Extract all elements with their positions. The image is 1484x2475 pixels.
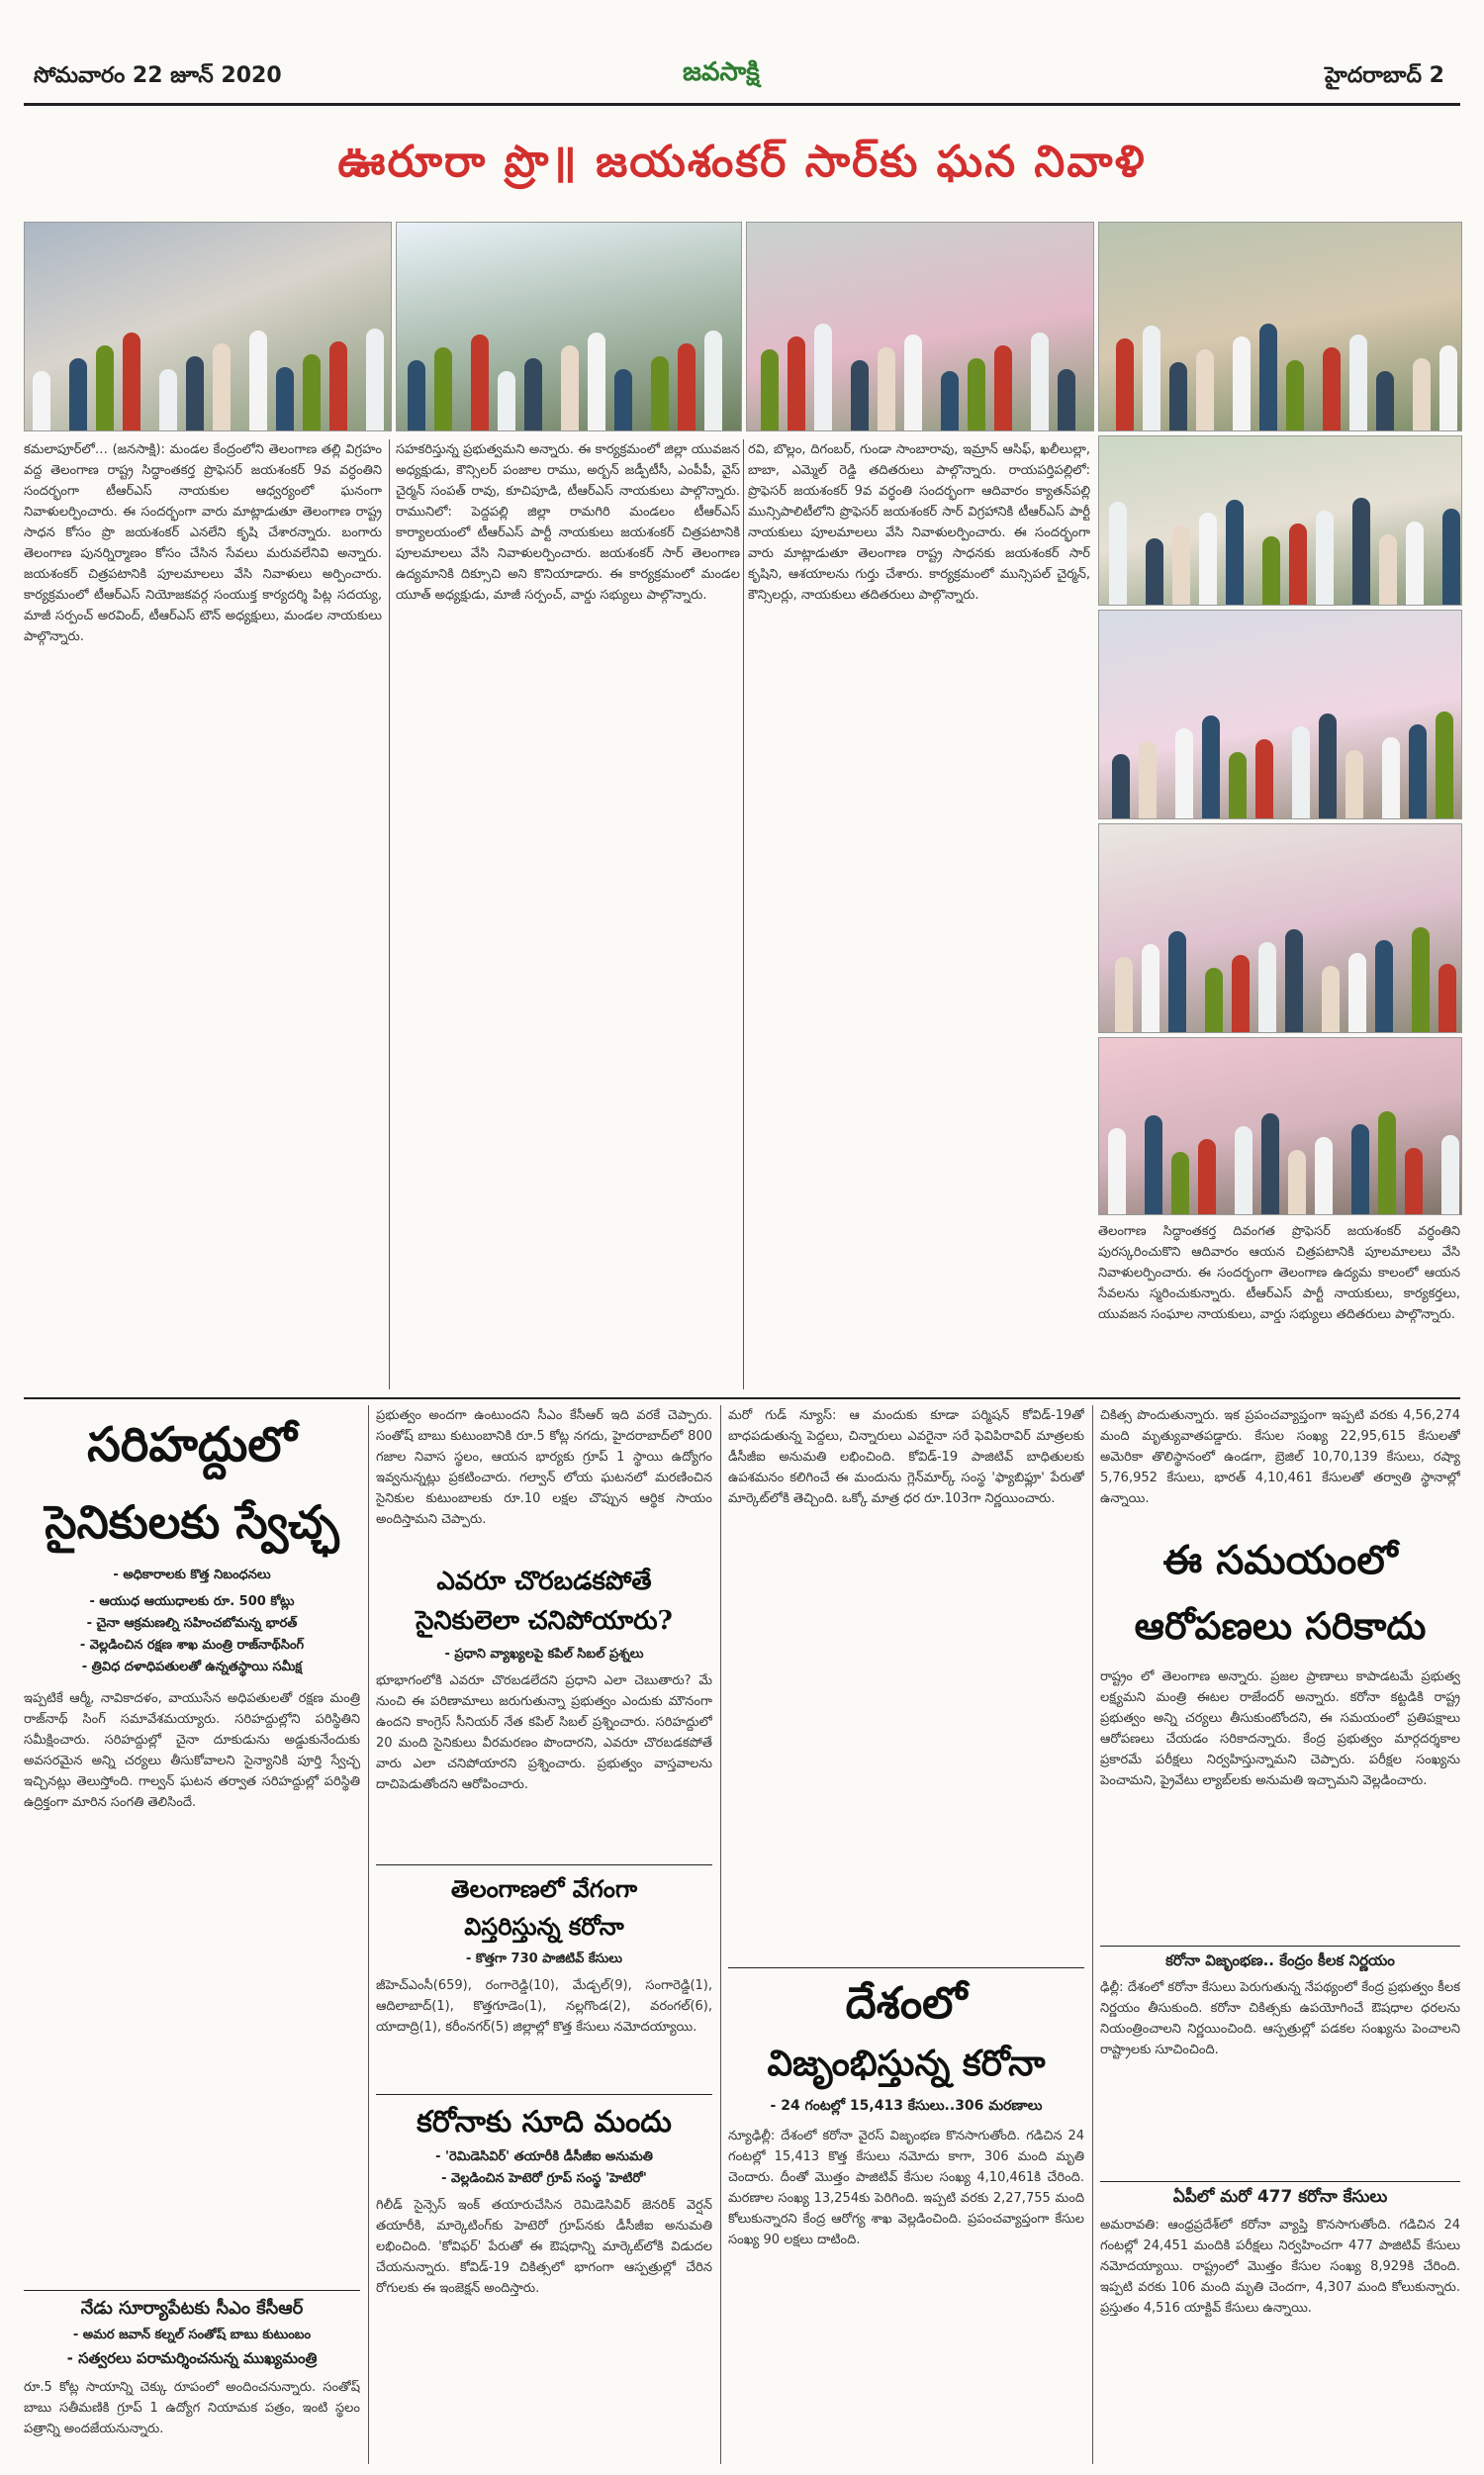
photo-person bbox=[1379, 534, 1397, 605]
photo-person bbox=[1316, 511, 1334, 605]
photo-person bbox=[878, 347, 895, 430]
photo-person bbox=[1171, 1152, 1189, 1214]
section-divider bbox=[1100, 2181, 1460, 2182]
country-headline-2: విజృంభిస్తున్న కరోనా bbox=[767, 2043, 1046, 2084]
photo-person bbox=[249, 331, 267, 430]
photo-person bbox=[1198, 1139, 1216, 1214]
masthead-rule bbox=[24, 103, 1460, 106]
photo-person bbox=[276, 367, 294, 430]
section-divider bbox=[1100, 1946, 1460, 1947]
top-story-col-1: కమలాపూర్‌లో… (జనసాక్షి): మండల కేంద్రంలోని తెలంగాణ తల్లి విగ్రహం వద్ద తెలంగాణ రాష్ట్ర సిద్ధాంతకర్త ప్రొఫెసర్ జయశంకర్ 9వ వర్ధంతిని సందర్భంగా టీఆర్ఎస్ నాయకుల ఆధ్వర్యంలో ఘనంగా నివాళులర్పించారు. ఈ సందర్భంగా వారు మాట్లాడుతూ తెలంగాణ రాష్ట్ర సాధన కోసం ప్రొ జయశంకర్ ఎనలేని కృషి చేశారన్నారు. బంగారు తెలంగాణ పునర్నిర్మాణం కోసం చేసిన సేవలు మరువలేనివి అన్నారు. జయశంకర్ చిత్రపటానికి పూలమాలలు వేసి నివాళులు అర్పించారు. కార్యక్రమంలో టీఆర్ఎస్ నియోజకవర్గ సంయుక్త కార్యదర్శి పిట్ల సదయ్య, మాజీ సర్పంచ్ అరవింద్, టీఆర్ఎస్ టౌన్ అధ్యక్షులు, మండల నాయకులు పాల్గొన్నారు. bbox=[24, 442, 382, 644]
soldiers-body: భూభాగంలోకి ఎవరూ చొరబడలేదని ప్రధాని ఎలా చెబుతారు? మే నుంచి ఈ పరిణామాలు జరుగుతున్నా ప్రభుత్వం ఎందుకు మౌనంగా ఉందని కాంగ్రెస్ సీనియర్ నేత కపిల్ సిబల్ ప్రశ్నించారు. సరిహద్దులో 20 మంది సైనికులు వీరమరణం పొందారని, ఎవరూ చొరబడకపోతే వారు ఎలా చనిపోయారని ప్రశ్నించారు. ప్రభుత్వం వాస్తవాలను దాచిపెడుతోందని ఆరోపించారు. bbox=[376, 1673, 712, 1792]
photo-person bbox=[1349, 334, 1367, 430]
photo-person bbox=[1413, 358, 1431, 430]
telangana-districts: జీహెచ్ఎంసీ(659), రంగారెడ్డి(10), మేడ్చల్(9), సంగారెడ్డి(1), ఆదిలాబాద్(1), కొత్తగూడెం(1), నల్లగొండ(2), వరంగల్(6), యాదాద్రి(1), కరీంనగర్(5) జిల్లాల్లో కొత్త కేసులు నమోదయ్యాయి. bbox=[376, 1978, 712, 2035]
border-point: - వెల్లడించిన రక్షణ శాఖ మంత్రి రాజ్‌నాథ్‌సింగ్ bbox=[79, 1638, 305, 1653]
photo-person bbox=[1319, 714, 1337, 818]
photo-person bbox=[1259, 324, 1277, 430]
photo-person bbox=[904, 334, 922, 430]
photo-person bbox=[408, 360, 425, 430]
photo-person bbox=[1058, 369, 1075, 430]
cm-visit-body: రూ.5 కోట్ల సాయాన్ని చెక్కు రూపంలో అందించనున్నారు. సంతోష్ బాబు సతీమణికి గ్రూప్ 1 ఉద్యోగ నియామక పత్రం, ఇంటి స్థలం పత్రాన్ని అందజేయనున్నారు. bbox=[24, 2380, 360, 2436]
allegations-body: రాష్ట్రం లో తెలంగాణ అన్నారు. ప్రజల ప్రాణాలు కాపాడటమే ప్రభుత్వ లక్ష్యమని మంత్రి ఈటల రాజేందర్ అన్నారు. కరోనా కట్టడికి రాష్ట్ర ప్రభుత్వం అన్ని చర్యలు తీసుకుంటోందని, ఈ సమయంలో ప్రతిపక్షాలు ఆరోపణలు చేయడం సరికాదన్నారు. కేంద్ర ప్రభుత్వం మార్గదర్శకాల ప్రకారమే పరీక్షలు నిర్వహిస్తున్నామని చెప్పారు. పరీక్షల సంఖ్యను పెంచామని, ప్రైవేటు ల్యాబ్‌లకు అనుమతి ఇచ్చామని వెల్లడించారు. bbox=[1100, 1669, 1460, 1788]
photo-right-2 bbox=[1098, 610, 1462, 819]
photo-person bbox=[69, 358, 87, 430]
photo-person bbox=[1172, 525, 1190, 605]
masthead bbox=[0, 0, 1484, 117]
photo-person bbox=[1285, 929, 1303, 1032]
photo-person bbox=[1255, 739, 1273, 818]
photo-person bbox=[1229, 752, 1247, 818]
country-body: న్యూఢిల్లీ: దేశంలో కరోనా వైరస్ విజృంభణ కొనసాగుతోంది. గడిచిన 24 గంటల్లో 15,413 కొత్త కేసులు నమోదు కాగా, 306 మంది మృతి చెందారు. దీంతో మొత్తం పాజిటివ్ కేసుల సంఖ్య 4,10,461కి చేరింది. మరణాల సంఖ్య 13,254కు పెరిగింది. ఇప్పటి వరకు 2,27,755 మంది కోలుకున్నారని కేంద్ర ఆరోగ్య శాఖ వెల్లడించింది. ప్రపంచవ్యాప్తంగా కేసుల సంఖ్య 90 లక్షలు దాటింది. bbox=[728, 2129, 1084, 2247]
photo-person bbox=[1323, 347, 1341, 430]
photo-person bbox=[968, 358, 985, 430]
allegations-headline-2: ఆరోపణలు సరికాదు bbox=[1134, 1603, 1427, 1648]
photo-person bbox=[1345, 750, 1363, 818]
photo-person bbox=[1289, 524, 1307, 605]
photo-person bbox=[498, 371, 515, 430]
photo-person bbox=[96, 345, 114, 430]
photo-person bbox=[1168, 931, 1186, 1032]
border-point: - త్రివిధ దళాధిపతులతో ఉన్నతస్థాయి సమీక్ష bbox=[81, 1660, 303, 1674]
country-headline-1: దేశంలో bbox=[845, 1978, 968, 2029]
photo-person bbox=[1235, 1126, 1252, 1214]
photo-person bbox=[678, 343, 696, 430]
telangana-headline-1: తెలంగాణలో వేగంగా bbox=[450, 1874, 638, 1903]
photo-person bbox=[1262, 536, 1280, 605]
top-story-col-4-caption: తెలంగాణ సిద్ధాంతకర్త దివంగత ప్రొఫెసర్ జయశంకర్ వర్ధంతిని పురస్కరించుకొని ఆదివారం ఆయన చిత్రపటానికి పూలమాలలు వేసి నివాళులర్పించారు. ఈ సందర్భంగా తెలంగాణ ఉద్యమ కాలంలో ఆయన సేవలను స్మరించుకున్నారు. టీఆర్ఎస్ పార్టీ నాయకులు, కార్యకర్తలు, యువజన సంఘాల నాయకులు, వార్డు సభ్యులు తదితరులు పాల్గొన్నారు. bbox=[1098, 1224, 1460, 1322]
photo-person bbox=[814, 324, 832, 430]
cm-visit-headline: నేడు సూర్యాపేటకు సీఎం కేసీఆర్ bbox=[80, 2298, 304, 2319]
photo-person bbox=[1382, 737, 1400, 818]
centre-decision-headline: కరోనా విజృంభణ.. కేంద్రం కీలక నిర్ణయం bbox=[1165, 1951, 1395, 1969]
ap-cases-headline: ఏపీలో మరో 477 కరోనా కేసులు bbox=[1172, 2187, 1388, 2207]
allegations-top-body: చికిత్స పొందుతున్నారు. ఇక ప్రపంచవ్యాప్తంగా ఇప్పటి వరకు 4,56,274 మంది మృత్యువాతపడ్డారు. కేసుల సంఖ్య 22,95,615 కేసులతో అమెరికా తొలిస్థానంలో ఉండగా, బ్రెజిల్ 10,70,139 కేసులు, రష్యా 5,76,952 కేసులు, భారత్ 4,10,461 కేసులతో తర్వాతి స్థానాల్లో ఉన్నాయి. bbox=[1100, 1408, 1460, 1506]
photo-person bbox=[329, 341, 347, 430]
photo-statue-crowd bbox=[1098, 222, 1462, 431]
photo-person bbox=[186, 356, 204, 430]
medicine-body: గిలీడ్ సైన్సెస్ ఇంక్ తయారుచేసిన రెమిడెసివిర్ జెనరిక్ వెర్షన్ తయారీకి, మార్కెటింగ్‌కు హెటెరో గ్రూప్‌నకు డీసీజీఐ అనుమతి లభించింది. 'కోవిఫర్' పేరుతో ఈ ఔషధాన్ని మార్కెట్‌లోకి విడుదల చేయనున్నారు. కోవిడ్-19 చికిత్సలో భాగంగా ఆస్పత్రుల్లో చేరిన రోగులకు ఈ ఇంజెక్షన్ అందిస్తారు. bbox=[376, 2198, 712, 2296]
photo-statue-garland bbox=[396, 222, 742, 431]
photo-person bbox=[524, 358, 542, 430]
border-body: ఇప్పటికే ఆర్మీ, నావికాదళం, వాయుసేన అధిపతులతో రక్షణ మంత్రి రాజ్‌నాథ్ సింగ్ సమావేశమయ్యారు. సరిహద్దుల్లోని పరిస్థితిని సమీక్షించారు. సరిహద్దుల్లో చైనా దూకుడును అడ్డుకునేందుకు అవసరమైన అన్ని చర్యలు తీసుకోవాలని సైన్యానికి పూర్తి స్వేచ్ఛ ఇచ్చినట్లు తెలుస్తోంది. గాల్వన్ ఘటన తర్వాత సరిహద్దుల్లో పరిస్థితి ఉద్రిక్తంగా మారిన సంగతి తెలిసిందే. bbox=[24, 1691, 360, 1810]
photo-person bbox=[1226, 500, 1244, 605]
border-point: - ఆయుధ ఆయుధాలకు రూ. 500 కోట్లు bbox=[89, 1594, 295, 1609]
soldiers-headline-1: ఎవరూ చొరబడకపోతే bbox=[436, 1567, 652, 1596]
photo-person bbox=[1352, 498, 1370, 605]
country-top-body: మరో గుడ్ న్యూస్: ఆ మందుకు కూడా పర్మిషన్ కోవిడ్-19తో బాధపడుతున్న పెద్దలు, చిన్నారులు ఎవరైనా సరే ఫెవిపిరావిర్ మాత్రలకు డీసీజీఐ అనుమతి లభించింది. కోవిడ్-19 పాజిటివ్ బాధితులకు ఉపశమనం కలిగించే ఈ మందును గ్లెన్‌మార్క్ సంస్థ 'ఫ్యాబిఫ్లూ' పేరుతో మార్కెట్‌లోకి తెచ్చింది. ఒక్కో మాత్ర ధర రూ.103గా నిర్ణయించారు. bbox=[728, 1408, 1084, 1506]
section-divider bbox=[376, 2094, 712, 2095]
photo-person bbox=[1405, 1148, 1423, 1214]
edition-label: హైదరాబాద్ 2 bbox=[1325, 63, 1444, 88]
section-divider bbox=[728, 1967, 1084, 1968]
photo-person bbox=[1202, 715, 1220, 818]
section-divider bbox=[376, 1864, 712, 1865]
photo-person bbox=[1409, 724, 1427, 818]
photo-person bbox=[1233, 336, 1251, 430]
telangana-byline: - కొత్తగా 730 పాజిటివ్ కేసులు bbox=[465, 1951, 623, 1966]
photo-person bbox=[1175, 728, 1193, 818]
border-point: - చైనా ఆక్రమణల్ని సహించబోమన్న భారత్ bbox=[86, 1616, 298, 1631]
photo-person bbox=[434, 347, 452, 430]
photo-person bbox=[1322, 966, 1340, 1032]
photo-person bbox=[1261, 1113, 1279, 1214]
photo-person bbox=[1169, 362, 1187, 430]
border-headline-2: సైనికులకు స్వేచ్ఛ bbox=[45, 1495, 339, 1549]
photo-right-1 bbox=[1098, 435, 1462, 606]
photo-person bbox=[1376, 371, 1394, 430]
photo-kamalapur bbox=[24, 222, 392, 431]
photo-person bbox=[1286, 360, 1304, 430]
photo-person bbox=[761, 349, 779, 430]
soldiers-byline: - ప్రధాని వ్యాఖ్యలపై కపిల్ సిబల్ ప్రశ్నలు bbox=[444, 1647, 644, 1662]
section-divider bbox=[24, 1397, 1460, 1399]
photo-right-3 bbox=[1098, 823, 1462, 1033]
photo-person bbox=[1031, 333, 1049, 430]
medicine-headline: కరోనాకు సూది మందు bbox=[417, 2105, 672, 2140]
photo-person bbox=[1112, 754, 1130, 818]
issue-date: సోమవారం 22 జూన్ 2020 bbox=[34, 63, 282, 88]
section-divider bbox=[24, 2290, 360, 2291]
photo-person bbox=[1406, 522, 1424, 605]
cm-visit-deck: - అమర జవాన్ కల్నల్ సంతోష్ బాబు కుటుంబం bbox=[72, 2328, 312, 2342]
photo-person bbox=[1196, 349, 1214, 430]
centre-decision-body: ఢిల్లీ: దేశంలో కరోనా కేసులు పెరుగుతున్న నేపథ్యంలో కేంద్ర ప్రభుత్వం కీలక నిర్ణయం తీసుకుంది. కరోనా చికిత్సకు ఉపయోగించే ఔషధాల ధరలను నియంత్రించాలని నిర్ణయించింది. ఆస్పత్రుల్లో పడకల సంఖ్యను పెంచాలని రాష్ట్రాలకు సూచించింది. bbox=[1100, 1980, 1460, 2057]
photo-person bbox=[561, 345, 579, 430]
photo-person bbox=[1315, 1137, 1333, 1214]
paper-logo: జవసాక్షి bbox=[683, 57, 760, 87]
photo-person bbox=[1205, 968, 1223, 1032]
banner-headline: ఊరూరా ప్రొ॥ జయశంకర్ సార్‌కు ఘన నివాళి bbox=[337, 137, 1147, 187]
photo-person bbox=[994, 345, 1012, 430]
photo-person bbox=[1378, 1111, 1396, 1214]
photo-person bbox=[588, 333, 605, 430]
photo-person bbox=[614, 369, 632, 430]
photo-person bbox=[941, 371, 959, 430]
photo-person bbox=[1109, 502, 1127, 605]
photo-person bbox=[213, 343, 231, 430]
photo-tribute-group bbox=[746, 222, 1094, 431]
photo-person bbox=[704, 331, 722, 430]
photo-person bbox=[651, 356, 669, 430]
cm-visit-points: - సత్వరలు పరామర్శించనున్న ముఖ్యమంత్రి bbox=[66, 2349, 318, 2367]
country-byline: - 24 గంటల్లో 15,413 కేసులు..306 మరణాలు bbox=[770, 2098, 1043, 2114]
photo-person bbox=[1143, 326, 1160, 430]
photo-person bbox=[788, 336, 805, 430]
photo-person bbox=[1292, 726, 1310, 818]
photo-person bbox=[1438, 964, 1456, 1032]
photo-person bbox=[1116, 338, 1134, 430]
photo-person bbox=[1288, 1150, 1306, 1214]
border-byline: - అధికారాలకు కొత్త నిబంధనలు bbox=[113, 1568, 271, 1582]
photo-person bbox=[303, 354, 321, 430]
medicine-deck: - వెల్లడించిన హెటెరో గ్రూప్ సంస్థ 'హెటిరో' bbox=[441, 2171, 647, 2186]
column-rule bbox=[1092, 1405, 1093, 2464]
photo-person bbox=[1199, 513, 1217, 605]
photo-person bbox=[1115, 957, 1133, 1032]
column-rule bbox=[743, 439, 744, 1389]
photo-person bbox=[33, 371, 50, 430]
photo-right-4 bbox=[1098, 1037, 1462, 1215]
photo-person bbox=[1436, 712, 1453, 818]
ap-cases-body: అమరావతి: ఆంధ్రప్రదేశ్‌లో కరోనా వ్యాప్తి కొనసాగుతోంది. గడిచిన 24 గంటల్లో 24,451 మందికి పరీక్షలు నిర్వహించగా 477 పాజిటివ్ కేసులు నమోదయ్యాయి. రాష్ట్రంలో మొత్తం కేసుల సంఖ్య 8,929కి చేరింది. ఇప్పటి వరకు 106 మంది మృతి చెందగా, 4,307 మంది కోలుకున్నారు. ప్రస్తుతం 4,516 యాక్టివ్ కేసులు ఉన్నాయి. bbox=[1100, 2218, 1460, 2316]
photo-person bbox=[1351, 1124, 1369, 1214]
medicine-byline: - 'రెమిడెసివిర్' తయారీకి డీసీజీఐ అనుమతి bbox=[435, 2149, 653, 2164]
photo-person bbox=[851, 360, 869, 430]
border-headline-1: సరిహద్దులో bbox=[87, 1417, 297, 1473]
column-rule bbox=[368, 1405, 369, 2464]
photo-person bbox=[123, 333, 140, 430]
photo-person bbox=[1232, 955, 1250, 1032]
photo-person bbox=[1142, 944, 1159, 1032]
photo-person bbox=[366, 329, 384, 430]
photo-person bbox=[1412, 927, 1430, 1032]
soldiers-headline-2: సైనికులెలా చనిపోయారు? bbox=[416, 1606, 673, 1636]
photo-person bbox=[1108, 1128, 1126, 1214]
photo-person bbox=[1145, 1115, 1162, 1214]
photo-person bbox=[1139, 741, 1157, 818]
telangana-headline-2: విస్తరిస్తున్న కరోనా bbox=[464, 1912, 624, 1941]
photo-person bbox=[1441, 1135, 1459, 1214]
photo-person bbox=[1258, 942, 1276, 1032]
photo-person bbox=[1375, 940, 1393, 1032]
soldiers-intro: ప్రభుత్వం అందగా ఉంటుందని సీఎం కేసీఆర్ ఇది వరకే చెప్పారు. సంతోష్ బాబు కుటుంబానికి రూ.5 కోట్ల నగదు, హైదరాబాద్‌లో 800 గజాల నివాస స్థలం, ఆయన భార్యకు గ్రూప్ 1 స్థాయి ఉద్యోగం ఇవ్వనున్నట్లు ప్రకటించారు. గల్వాన్ లోయ ఘటనలో మరణించిన సైనికుల కుటుంబాలకు రూ.10 లక్షల చొప్పున ఆర్థిక సాయం అందిస్తామని చెప్పారు. bbox=[376, 1408, 712, 1527]
photo-person bbox=[159, 369, 177, 430]
photo-person bbox=[471, 334, 489, 430]
border-points bbox=[24, 1591, 360, 1678]
allegations-headline-1: ఈ సమయంలో bbox=[1162, 1537, 1398, 1583]
top-story-col-2: సహకరిస్తున్న ప్రభుత్వమని అన్నారు. ఈ కార్యక్రమంలో జిల్లా యువజన అధ్యక్షుడు, కౌన్సిలర్ పంజాల రాము, అర్బన్ జడ్పీటీసీ, ఎంపీపీ, వైస్ చైర్మన్ సంపత్ రావు, కూచిపూడి, టీఆర్ఎస్ నాయకులు పాల్గొన్నారు. రామునిలో: పెద్దపల్లి జిల్లా రామగిరి మండలం టీఆర్ఎస్ కార్యాలయంలో టీఆర్ఎస్ పార్టీ నాయకులు జయశంకర్ చిత్రపటానికి పూలమాలలు వేసి నివాళులర్పించారు. జయశంకర్ సార్ తెలంగాణ ఉద్యమానికి దిక్సూచి అని కొనియాడారు. ఈ కార్యక్రమంలో మండల యూత్ అధ్యక్షుడు, మాజీ సర్పంచ్, వార్డు సభ్యులు పాల్గొన్నారు. bbox=[396, 442, 740, 603]
photo-person bbox=[1439, 345, 1457, 430]
photo-person bbox=[1348, 953, 1366, 1032]
photo-person bbox=[1442, 509, 1460, 605]
top-story-col-3: రవి, బొల్లం, దిగంబర్, గుండా సాంబారావు, ఇమ్రాన్ ఆసిఫ్, ఖలీలుల్లా, బాబా, ఎమ్మెల్ రెడ్డి తదితరులు పాల్గొన్నారు. రాయపర్తిపల్లిలో: ప్రొఫెసర్ జయశంకర్ 9వ వర్ధంతి సందర్భంగా ఆదివారం క్యాతన్‌పల్లి మున్సిపాలిటీలోని ప్రొఫెసర్ జయశంకర్ సార్ విగ్రహానికి టీఆర్ఎస్ పార్టీ నాయకులు పూలమాలలు వేసి నివాళులర్పించారు. ఈ సందర్భంగా వారు మాట్లాడుతూ తెలంగాణ రాష్ట్ర సాధనకు జయశంకర్ సార్ కృషిని, ఆశయాలను గుర్తు చేశారు. కార్యక్రమంలో మున్సిపల్ చైర్మన్, కౌన్సిలర్లు, నాయకులు తదితరులు పాల్గొన్నారు. bbox=[748, 442, 1090, 603]
column-rule bbox=[720, 1405, 721, 2464]
photo-person bbox=[1146, 538, 1163, 605]
column-rule bbox=[389, 439, 390, 1389]
